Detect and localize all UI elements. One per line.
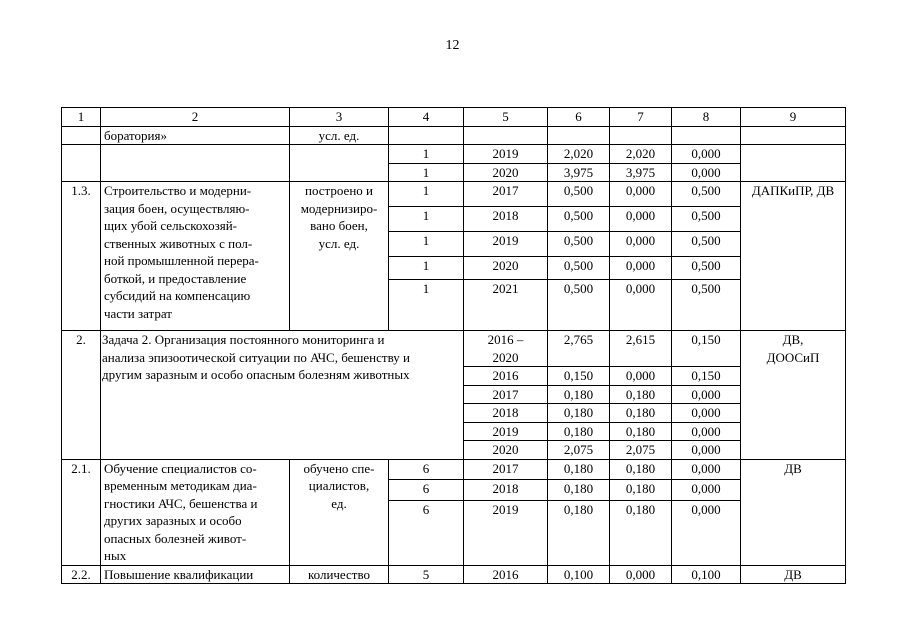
page-number: 12 [445, 38, 460, 53]
unit-text: усл. ед. [290, 126, 389, 145]
header-cell: 9 [741, 108, 846, 127]
task-text [101, 331, 464, 460]
text-line: боткой, и предоставление [104, 270, 247, 286]
value-cell: 0,000 [610, 280, 672, 331]
header-cell: 4 [389, 108, 464, 127]
year-cell: 2017 [464, 385, 548, 404]
value-cell: 0,000 [610, 182, 672, 207]
unit-text: количество [290, 565, 389, 584]
year-cell: 2016 [464, 367, 548, 386]
responsible-text: ДАПКиПР, ДВ [741, 182, 846, 331]
year-cell: 2018 [464, 480, 548, 501]
year-cell: 2018 [464, 207, 548, 232]
value-cell: 0,500 [672, 232, 741, 257]
indicator-value: 6 [389, 500, 464, 565]
total-value: 0,500 [548, 182, 610, 207]
value-cell: 0,500 [672, 280, 741, 331]
value-cell: 0,500 [672, 257, 741, 280]
text-line: построено и [305, 183, 373, 198]
value-cell: 0,180 [610, 385, 672, 404]
text-line: циалистов, [308, 478, 370, 493]
text-line: ной промышленной перера- [104, 253, 259, 268]
row-number: 2.2. [62, 565, 101, 584]
indicator-value: 6 [389, 459, 464, 480]
text-line: зация боен, осуществляю- [104, 200, 250, 216]
indicator-value: 6 [389, 480, 464, 501]
activity-text: боратория» [101, 126, 290, 145]
indicator-value: 1 [389, 163, 464, 182]
value-cell: 0,000 [610, 565, 672, 584]
total-value: 0,100 [548, 565, 610, 584]
table-row [62, 145, 846, 164]
text-line: опасных болезней живот- [104, 530, 247, 546]
value-cell: 0,000 [672, 500, 741, 565]
value-cell: 0,180 [610, 459, 672, 480]
total-value: 0,500 [548, 280, 610, 331]
indicator-value: 1 [389, 145, 464, 164]
total-value: 0,150 [548, 367, 610, 386]
value-cell: 0,000 [672, 441, 741, 460]
year-cell: 2019 [464, 145, 548, 164]
activity-text: Повышение квалификации [101, 565, 290, 584]
year-cell: 2020 [464, 257, 548, 280]
header-cell: 8 [672, 108, 741, 127]
value-cell: 0,150 [672, 331, 741, 367]
value-cell: 2,020 [610, 145, 672, 164]
text-line: других заразных и особо [104, 513, 242, 528]
total-value: 2,020 [548, 145, 610, 164]
value-cell: 0,000 [672, 459, 741, 480]
indicator-value: 5 [389, 565, 464, 584]
text-line: ственных животных с пол- [104, 235, 253, 251]
total-value: 0,500 [548, 207, 610, 232]
value-cell: 0,180 [610, 422, 672, 441]
value-cell: 0,000 [610, 257, 672, 280]
year-cell: 2019 [464, 422, 548, 441]
year-cell: 2016 [464, 565, 548, 584]
table-row-1-3 [62, 182, 846, 207]
text-line: ДВ, [782, 332, 804, 347]
value-cell: 3,975 [610, 163, 672, 182]
value-cell: 0,180 [610, 404, 672, 423]
value-cell: 0,150 [672, 367, 741, 386]
header-cell: 7 [610, 108, 672, 127]
year-cell: 2017 [464, 182, 548, 207]
year-cell: 2019 [464, 500, 548, 565]
total-value: 0,500 [548, 232, 610, 257]
value-cell: 2,075 [610, 441, 672, 460]
indicator-value: 1 [389, 182, 464, 207]
year-cell: 2020 [464, 441, 548, 460]
text-line: вано боен, [310, 218, 368, 233]
total-value: 2,075 [548, 441, 610, 460]
year-cell: 2020 [464, 163, 548, 182]
text-line: другим заразным и особо опасным болезням животных [102, 367, 410, 382]
responsible-text [741, 331, 846, 460]
value-cell: 0,500 [672, 182, 741, 207]
text-line: Строительство и модерни- [104, 183, 252, 198]
text-line: ед. [331, 495, 347, 511]
total-value: 0,500 [548, 257, 610, 280]
value-cell: 0,000 [610, 367, 672, 386]
value-cell: 0,000 [610, 207, 672, 232]
program-table [61, 107, 846, 584]
header-cell: 3 [290, 108, 389, 127]
table-row [62, 126, 846, 145]
value-cell: 2,615 [610, 331, 672, 367]
text-line: щих убой сельскохозяй- [104, 218, 237, 233]
indicator-value: 1 [389, 232, 464, 257]
table-row-task-2 [62, 331, 846, 367]
text-line: усл. ед. [318, 235, 360, 251]
indicator-value: 1 [389, 280, 464, 331]
row-number [62, 126, 101, 145]
indicator-value: 1 [389, 257, 464, 280]
year-cell: 2017 [464, 459, 548, 480]
total-value: 0,180 [548, 480, 610, 501]
total-value: 0,180 [548, 385, 610, 404]
text-line: ДООСиП [766, 349, 820, 365]
text-line: ных [104, 548, 127, 563]
total-value: 0,180 [548, 404, 610, 423]
value-cell: 0,000 [672, 422, 741, 441]
header-cell: 6 [548, 108, 610, 127]
text-line: анализа эпизоотической ситуации по АЧС, бешенству и [102, 349, 410, 365]
value-cell: 0,100 [672, 565, 741, 584]
year-cell: 2021 [464, 280, 548, 331]
text-line: части затрат [104, 305, 172, 321]
value-cell: 0,500 [672, 207, 741, 232]
header-cell: 2 [101, 108, 290, 127]
responsible-text: ДВ [741, 459, 846, 565]
value-cell: 0,000 [672, 404, 741, 423]
text-line: 2016 – [487, 332, 524, 347]
period-cell [464, 331, 548, 367]
unit-text [290, 182, 389, 331]
row-number: 2. [62, 331, 101, 460]
value-cell: 0,000 [672, 385, 741, 404]
header-cell: 1 [62, 108, 101, 127]
total-value: 3,975 [548, 163, 610, 182]
row-number: 2.1. [62, 459, 101, 565]
value-cell: 0,180 [610, 500, 672, 565]
text-line: гностики АЧС, бешенства и [104, 495, 258, 511]
header-cell: 5 [464, 108, 548, 127]
value-cell: 0,000 [672, 145, 741, 164]
activity-text [101, 459, 290, 565]
text-line: Задача 2. Организация постоянного мониторинга и [102, 332, 385, 347]
total-value: 0,180 [548, 422, 610, 441]
value-cell: 0,000 [610, 232, 672, 257]
text-line: субсидий на компенсацию [104, 288, 251, 303]
value-cell: 0,180 [610, 480, 672, 501]
responsible-text: ДВ [741, 565, 846, 584]
text-line: модернизиро- [300, 200, 378, 216]
indicator-value: 1 [389, 207, 464, 232]
value-cell: 0,000 [672, 163, 741, 182]
year-cell: 2019 [464, 232, 548, 257]
total-value: 0,180 [548, 459, 610, 480]
unit-text [290, 459, 389, 565]
header-row [62, 108, 846, 127]
value-cell: 0,000 [672, 480, 741, 501]
table-row-2-2 [62, 565, 846, 584]
row-number: 1.3. [62, 182, 101, 331]
text-line: Обучение специалистов со- [104, 460, 257, 476]
text-line: 2020 [492, 349, 519, 365]
table-row-2-1 [62, 459, 846, 480]
total-value: 2,765 [548, 331, 610, 367]
total-value: 0,180 [548, 500, 610, 565]
text-line: временным методикам диа- [104, 478, 257, 493]
activity-text [101, 182, 290, 331]
text-line: обучено спе- [303, 460, 375, 476]
year-cell: 2018 [464, 404, 548, 423]
